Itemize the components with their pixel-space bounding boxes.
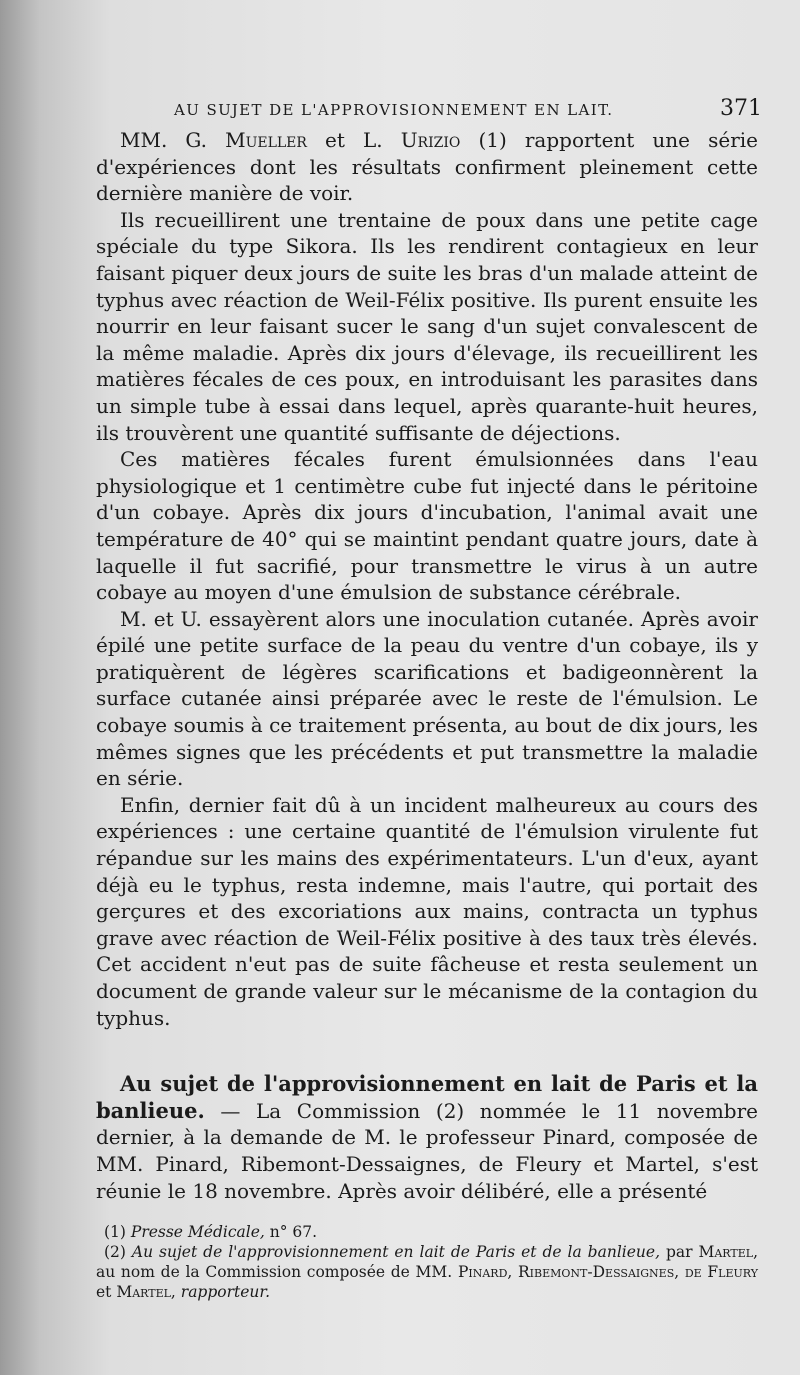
author-urizio: Urizio [400,128,461,152]
paragraph-5: Enfin, dernier fait dû à un incident malheureux au cours des expériences : une certaine quantité de l'émulsion virulente fut répandue sur les mains des expérimentateurs. L'un d'eux, ayant déjà eu le typhus, resta indemne, mais l'autre, qui portait des gerçures et des excoriations aux mains, contracta un typhus grave avec réaction de Weil-Félix positive à des taux très élevés. Cet accident n'eut pas de suite fâcheuse et resta seulement un document de grande valeur sur le mécanisme de la contagion du typhus. [96,792,758,1030]
paragraph-3: Ces matières fécales furent émulsionnées dans l'eau physiologique et 1 centimètre cube fut injecté dans le péritoine d'un cobaye. Après dix jours d'incubation, l'animal avait une température de 40° qui se maintint pendant quatre jours, date à laquelle il fut sacrifié, pour transmettre le virus à un autre cobaye au moyen d'une émulsion de substance cérébrale. [96,447,758,605]
fn2-martel2: Martel [116,1283,171,1302]
main-text [96,127,758,1031]
fn2-par: par [660,1243,699,1262]
fn2-comma: , [170,1283,181,1302]
fn2-members: Pinard, Ribemont-Dessaignes [457,1263,675,1282]
footnote-2 [96,1242,758,1302]
page-sheet [96,96,762,1302]
fn1-marker: (1) [104,1223,131,1242]
running-title: AU SUJET DE L'APPROVISIONNEMENT EN LAIT. [174,101,614,119]
fn2-author-martel: Martel [698,1243,754,1262]
running-header [174,96,762,121]
fn2-de: , de [674,1263,708,1282]
page-number: 371 [720,96,762,121]
footnotes [96,1222,758,1302]
paragraph-2: Ils recueillirent une trentaine de poux dans une petite cage spéciale du type Sikora. Ils les rendirent contagieux en leur faisant piquer deux jours de suite les bras d'un malade atteint de typhus avec réaction de Weil-Félix positive. Ils purent ensuite les nourrir en leur faisant sucer le sang d'un sujet convalescent de la même maladie. Après dix jours d'élevage, ils recueillirent les matières fécales de ces poux, en introduisant les parasites dans un simple tube à essai dans lequel, après quarante-huit heures, ils trouvèrent une quantité suffisante de déjections. [96,207,758,445]
fn1-source: Presse Médicale, [130,1223,265,1242]
p1-text-c: (1) rapportent une série d'expériences dont les résultats confirment pleinement cette dernière manière de voir. [96,128,758,206]
section-paragraph [96,1071,758,1204]
fn2-role: rapporteur. [180,1283,271,1302]
footnote-1 [96,1222,758,1242]
author-mueller: Mueller [225,128,307,152]
fn1-rest: n° 67. [264,1223,318,1242]
fn2-mid: , au nom de la Commission composée de MM. [96,1243,758,1282]
paragraph-4: M. et U. essayèrent alors une inoculation cutanée. Après avoir épilé une petite surface de la peau du ventre d'un cobaye, ils y pratiquèrent de légères scarifications et badigeonnèrent la surface cutanée ainsi préparée avec le reste de l'émulsion. Le cobaye soumis à ce traitement présenta, au bout de dix jours, les mêmes signes que les précédents et put transmettre la maladie en série. [96,606,758,791]
fn2-fleury: Fleury [707,1263,758,1282]
section-title: Au sujet de l'approvisionnement en lait de Paris et la banlieue. [96,1071,758,1123]
section-lait [96,1071,758,1204]
fn2-title: Au sujet de l'approvisionnement en lait de Paris et de la banlieue, [131,1243,660,1262]
paragraph-1 [96,127,758,207]
section-body: — La Commission (2) nommée le 11 novembre dernier, à la demande de M. le professeur Pinard, composée de MM. Pinard, Ribemont-Dessaignes, de Fleury et Martel, s'est réunie le 18 novembre. Après avoir délibéré, elle a présenté [96,1098,758,1203]
fn2-marker: (2) [104,1243,132,1262]
p1-text-a: MM. G. [120,128,226,152]
p1-text-b: et L. [306,128,401,152]
fn2-et: et [96,1283,117,1302]
